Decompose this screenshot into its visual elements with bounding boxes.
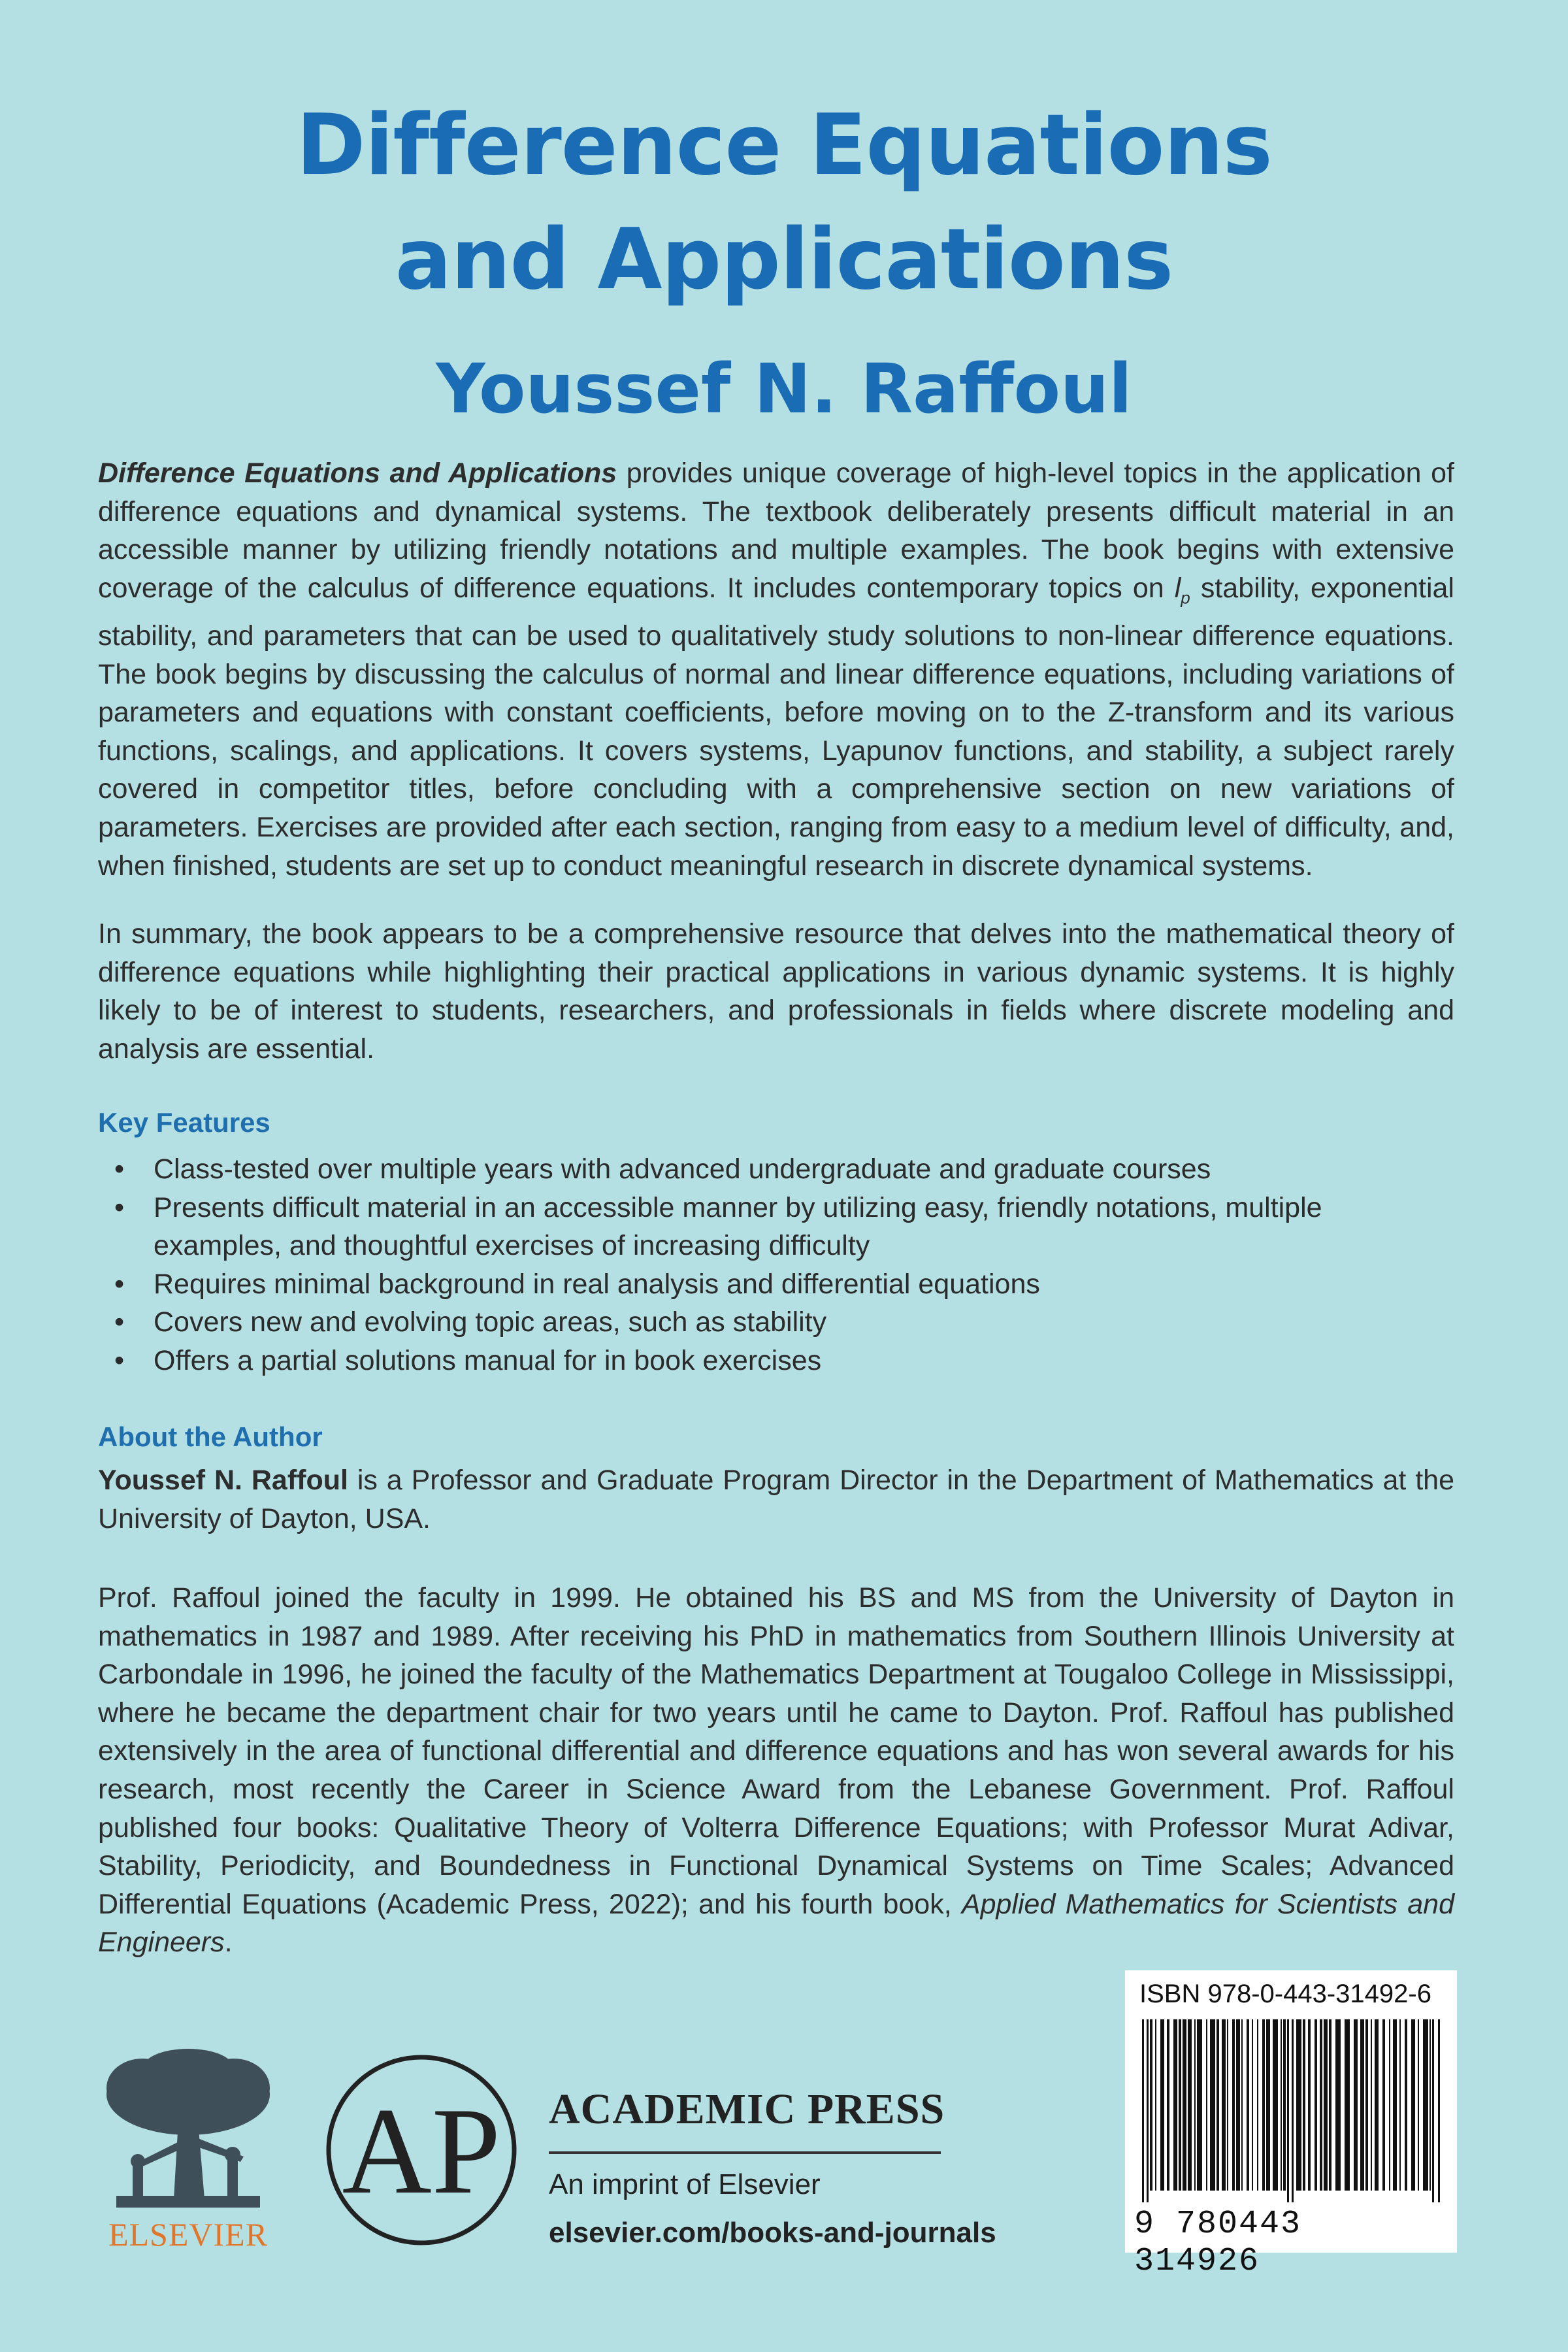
imprint-line: An imprint of Elsevier [549,2168,821,2200]
barcode-bar [1360,2019,1364,2191]
academic-press-name: ACADEMIC PRESS [549,2085,945,2133]
barcode-bar [1206,2019,1207,2191]
fourth-book-title: Applied Mathematics for Scientists and Engineers [98,1888,1454,1959]
barcode-bar [1252,2019,1253,2191]
barcode-bar [1315,2019,1317,2191]
description-text-b: stability, exponential stability, and parameters that can be used to qualitatively study solutions to non-linear difference equations. The book begins by discussing the calculus of normal and linear difference equations, including variations of parameters and equations with constant coefficients, before moving on to the Z-transform and its various functions, scalings, and applications. It covers systems, Lyapunov functions, and stability, a subject rarely covered in competitor titles, before concluding with a comprehensive section on new variations of parameters. Exercises are provided after each section, ranging from easy to a medium level of difficulty, and, when finished, students are set up to conduct meaningful research in discrete dynamical systems. [98,572,1454,882]
barcode-bar [1281,2019,1282,2191]
barcode-digits: 9 780443 314926 [1134,2206,1302,2280]
barcode-bar [1188,2019,1192,2191]
barcode-bar [1345,2019,1350,2191]
author-name: Youssef N. Raffoul [436,349,1132,429]
book-title [98,88,1470,317]
barcode-bar [1393,2019,1397,2191]
about-author-paragraph-2 [98,1579,1454,1962]
barcode-bar [1303,2019,1305,2191]
description-book-title: Difference Equations and Applications [98,457,617,489]
barcode-bar [1167,2019,1169,2191]
barcode-bar [1217,2019,1219,2191]
barcode-bar [1329,2019,1331,2191]
description-text-a: provides unique coverage of high-level topics in the application of difference equations and dynamical systems. The textbook deliberately presents difficult material in an accessible manner by utilizing friendly notations and multiple examples. The book begins with extensive coverage of the calculus of difference equations. It includes contemporary topics on [98,457,1454,604]
barcode-bar [1142,2019,1144,2202]
barcode-bar [1320,2019,1322,2191]
barcode-bar [1257,2019,1258,2191]
barcode-bar [1438,2019,1440,2202]
barcode-bar [1324,2019,1328,2191]
academic-press-logo [323,2052,519,2248]
lp-subscript: p [1181,588,1190,608]
barcode-bar [1365,2019,1368,2191]
barcode-bar [1382,2019,1385,2191]
barcode-bar [1287,2019,1289,2202]
barcode-bar [1432,2019,1434,2202]
barcode-bar [1283,2019,1286,2191]
barcode-bar [1292,2019,1294,2202]
key-features-list [98,1150,1454,1380]
barcode-bar [1179,2019,1181,2191]
list-item: • Covers new and evolving topic areas, such as stability [98,1303,1454,1342]
barcode-bar [1418,2019,1419,2191]
lp-letter: l [1174,572,1181,604]
barcode-bar [1197,2019,1202,2191]
barcode-bar [1160,2019,1164,2191]
author-name-bold: Youssef N. Raffoul [98,1465,348,1496]
barcode-bar [1222,2019,1226,2191]
barcode-bar [1423,2019,1428,2191]
list-item: • Offers a partial solutions manual for in book exercises [98,1342,1454,1380]
barcode-bar [1241,2019,1243,2191]
about-author-paragraph-1 [98,1461,1454,1538]
title-line-1: Difference Equations [296,97,1272,194]
barcode-bar [1262,2019,1265,2191]
description-paragraph-1 [98,454,1454,885]
barcode-bar [1150,2019,1152,2191]
barcode-bar [1266,2019,1270,2191]
barcode-bar [1236,2019,1240,2191]
list-item: • Requires minimal background in real analysis and differential equations [98,1265,1454,1304]
bio-end: . [224,1927,233,1959]
barcode-bar [1411,2019,1415,2191]
barcode-bar [1308,2019,1311,2191]
barcode-bar [1296,2019,1301,2191]
barcode-bar [1429,2019,1431,2191]
about-author-text: is a Professor and Graduate Program Director in the Department of Mathematics at the University of Dayton, USA. [98,1465,1454,1534]
bio-text: Prof. Raffoul joined the faculty in 1999. He obtained his BS and MS from the University of Dayton in mathematics in 1987 and 1989. After receiving his PhD in mathematics from Southern Illinois University at Carbondale in 1996, he joined the faculty of the Mathematics Department at Tougaloo College in Mississippi, where he became the department chair for two years until he came to Dayton. Prof. Raffoul has published extensively in the area of functional differential and difference equations and has won several awards for his research, most recently the Career in Science Award from the Lebanese Government. Prof. Raffoul published four books: Qualitative Theory of Volterra Difference Equations; with Professor Murat Adivar, Stability, Periodicity, and Boundedness in Functional Dynamical Systems on Time Scales; Advanced Differential Equations (Academic Press, 2022); and his fourth book, [98,1582,1454,1920]
isbn-label: ISBN 978-0-443-31492-6 [1139,1979,1431,2008]
elsevier-wordmark: ELSEVIER [108,2216,269,2253]
description-paragraph-2: In summary, the book appears to be a comprehensive resource that delves into the mathematical theory of difference equations while highlighting their practical applications in various dynamic systems. It is highly likely to be of interest to students, researchers, and professionals in fields where discrete modeling and analysis are essential. [98,918,1454,1065]
barcode-bars [1138,2019,1445,2202]
barcode-bar [1147,2019,1149,2202]
barcode-bar [1371,2019,1372,2191]
barcode-bar [1389,2019,1390,2191]
about-author-heading: About the Author [98,1421,323,1452]
list-item: • Class-tested over multiple years with advanced undergraduate and graduate courses [98,1150,1454,1189]
title-line-2: and Applications [395,211,1173,308]
elsevier-tree-logo [97,2049,280,2212]
barcode-bar [1375,2019,1379,2191]
barcode-bar [1354,2019,1358,2191]
barcode-bar [1210,2019,1215,2191]
list-item: • Presents difficult material in an accessible manner by utilizing easy, friendly notations, multiple examples, and thoughtful exercises of increasing difficulty [98,1189,1454,1265]
publisher-divider [549,2151,941,2154]
barcode-bar [1273,2019,1278,2191]
barcode-bar [1405,2019,1407,2191]
barcode-bar [1232,2019,1235,2191]
ap-monogram: AP [342,2083,501,2220]
isbn-barcode [1125,1970,1457,2280]
barcode-bar [1194,2019,1196,2191]
barcode-bar [1227,2019,1228,2191]
lp-notation [1174,572,1190,608]
barcode-bar [1399,2019,1401,2191]
barcode-bar [1335,2019,1341,2191]
barcode-bar [1247,2019,1249,2191]
publisher-url: elsevier.com/books-and-journals [549,2217,996,2249]
barcode-bar [1173,2019,1177,2191]
barcode-bar [1155,2019,1156,2191]
key-features-heading: Key Features [98,1107,270,1138]
barcode-bar [1183,2019,1186,2191]
